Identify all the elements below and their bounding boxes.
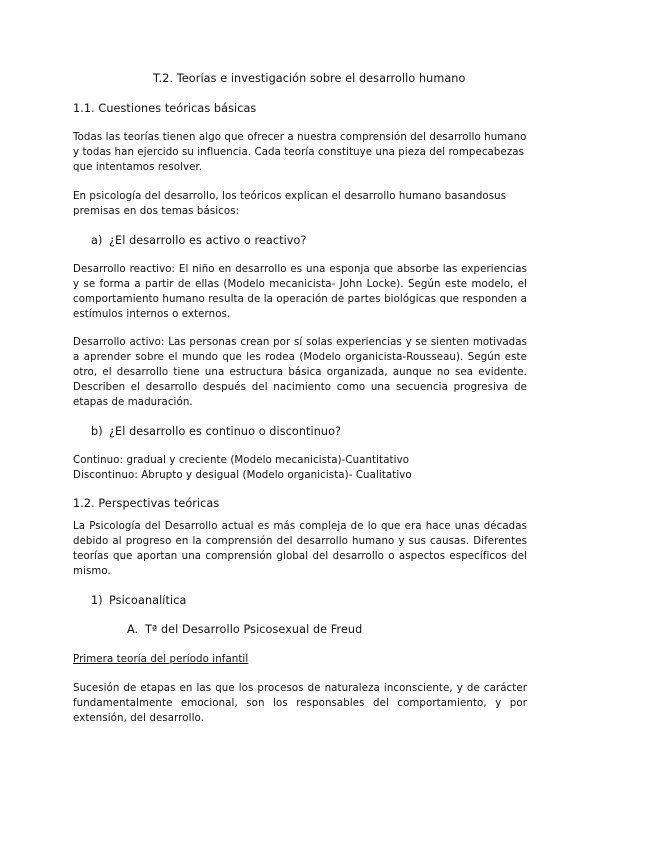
list-item-1-marker: 1) <box>91 594 103 607</box>
underlined-subheading: Primera teoría del período infantil <box>73 654 249 665</box>
line-continuo: Continuo: gradual y creciente (Modelo mecanicista)-Cuantitativo <box>73 455 410 466</box>
list-item-a-text: Tª del Desarrollo Psicosexual de Freud <box>145 623 363 636</box>
question-b-marker: b) <box>91 425 103 438</box>
paragraph-reactive: Desarrollo reactivo: El niño en desarrollo es una esponja que absorbe las experiencias y se forma a partir de ellas (Modelo mecanicista- John Locke). Según este modelo, el comportamiento humano resulta de la operación de partes biológicas que responden a estímulos internos o externos. <box>73 264 527 320</box>
paragraph-intro: Todas las teorías tienen algo que ofrecer a nuestra comprensión del desarrollo humano y todas han ejercido su influencia. Cada teoría constituye una pieza del rompecabezas que intentamos resolver. <box>73 132 527 173</box>
question-b-text: ¿El desarrollo es continuo o discontinuo? <box>109 425 342 438</box>
section-heading-1-2: 1.2. Perspectivas teóricas <box>73 497 220 510</box>
list-item-1-text: Psicoanalítica <box>109 594 187 607</box>
paragraph-perspectives: La Psicología del Desarrollo actual es más compleja de lo que era hace unas décadas debido al progreso en la comprensión del desarrollo humano y sus causas. Diferentes teorías que aportan una comprensión global del desarrollo o aspectos específicos del mismo. <box>73 521 527 577</box>
question-a-text: ¿El desarrollo es activo o reactivo? <box>109 234 307 247</box>
list-item-a-marker: A. <box>127 623 139 636</box>
paragraph-succession: Sucesión de etapas en las que los procesos de naturaleza inconsciente, y de carácter fundamentalmente emocional, son los responsables del comportamiento, y por extensión, del desarrollo. <box>73 683 527 724</box>
section-heading-1-1: 1.1. Cuestiones teóricas básicas <box>73 102 257 115</box>
paragraph-premises: En psicología del desarrollo, los teóricos explican el desarrollo humano basandosus premisas en dos temas básicos: <box>73 191 507 217</box>
document-title: T.2. Teorías e investigación sobre el desarrollo humano <box>153 72 466 85</box>
question-a-marker: a) <box>91 234 103 247</box>
line-discontinuo: Discontinuo: Abrupto y desigual (Modelo organicista)- Cualitativo <box>73 470 412 481</box>
paragraph-active: Desarrollo activo: Las personas crean por sí solas experiencias y se sienten motivadas a aprender sobre el mundo que les rodea (Modelo organicista-Rousseau). Según este otro, el desarrollo tiene una estructura básica organizada, aunque no sea evidente. Describen el desarrollo después del nacimiento como una secuencia progresiva de etapas de maduración. <box>73 337 527 408</box>
